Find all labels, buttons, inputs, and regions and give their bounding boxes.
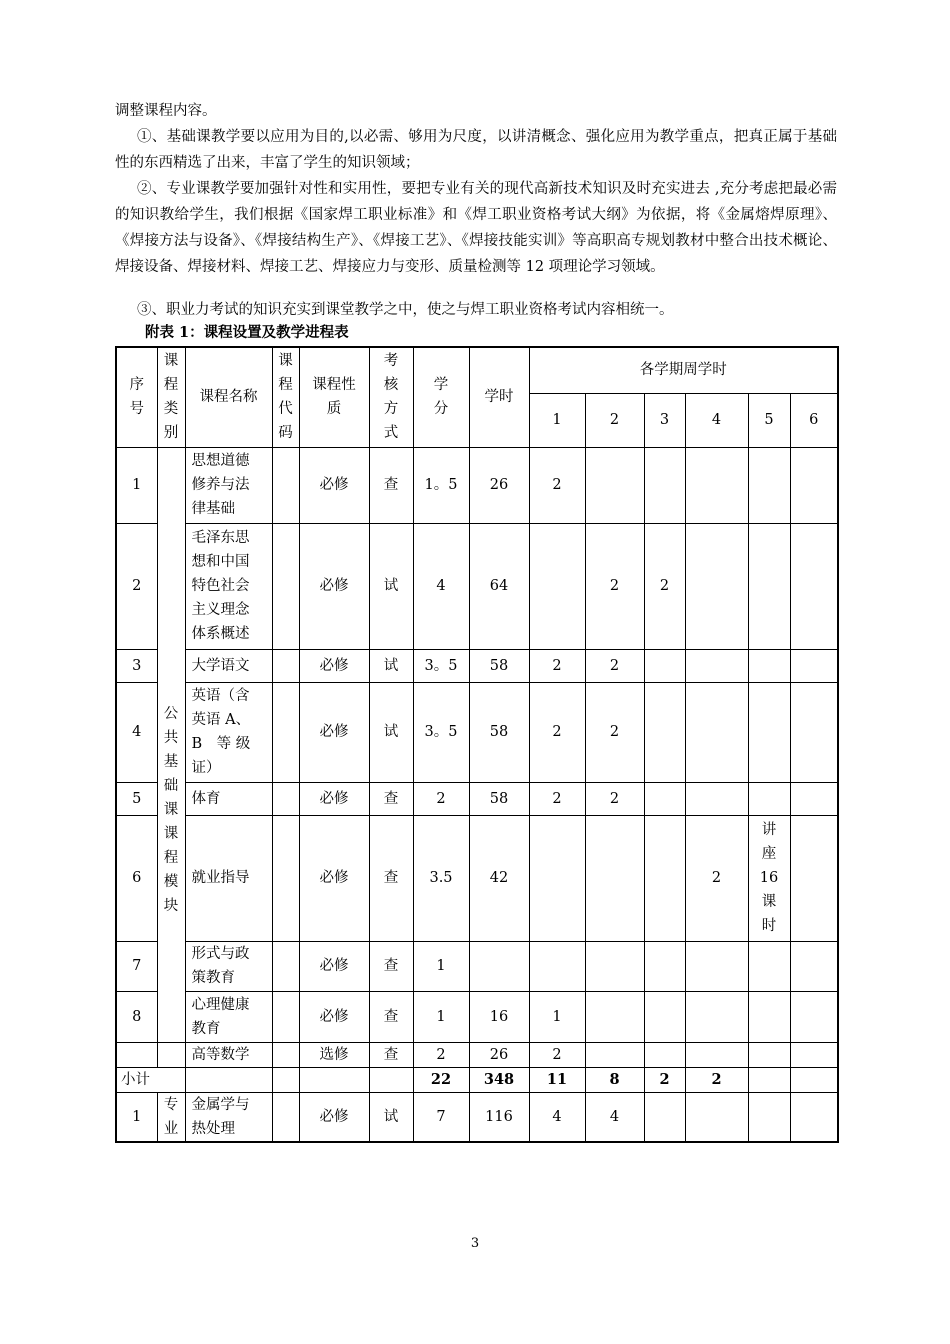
cell-t3 <box>644 682 685 782</box>
cell-t6 <box>790 523 838 649</box>
cell-t2 <box>585 815 644 941</box>
cell-t2: 2 <box>585 682 644 782</box>
cell-nature: 必修 <box>299 815 369 941</box>
table-row <box>116 1092 838 1142</box>
cell-t6 <box>790 941 838 991</box>
cell-t6 <box>790 1092 838 1142</box>
header-nature: 课程性 质 <box>299 347 369 447</box>
cell-seq <box>116 1042 157 1067</box>
header-exam: 考 核 方 式 <box>369 347 413 447</box>
cell-seq: 2 <box>116 523 157 649</box>
cell-exam: 查 <box>369 941 413 991</box>
cell-t3: 2 <box>644 523 685 649</box>
cell-t2: 2 <box>585 782 644 815</box>
cell-nature: 必修 <box>299 941 369 991</box>
cell-credit: 7 <box>413 1092 469 1142</box>
cell-code <box>272 991 299 1042</box>
cell-t2 <box>585 1042 644 1067</box>
cell-t6 <box>790 991 838 1042</box>
table-row <box>116 649 838 682</box>
table-row <box>116 941 838 991</box>
cell-code <box>272 1067 299 1092</box>
cell-exam: 查 <box>369 815 413 941</box>
cell-code <box>272 941 299 991</box>
cell-nature: 必修 <box>299 649 369 682</box>
cell-credit: 1。5 <box>413 447 469 523</box>
cell-t3 <box>644 649 685 682</box>
cell-hours <box>469 941 529 991</box>
cell-exam <box>369 1067 413 1092</box>
cell-hours: 42 <box>469 815 529 941</box>
cell-t2: 2 <box>585 649 644 682</box>
header-weekly: 各学期周学时 <box>529 347 838 393</box>
cell-t4 <box>685 1092 748 1142</box>
cell-exam: 试 <box>369 1092 413 1142</box>
page-number: 3 <box>470 1236 480 1251</box>
cell-hours: 58 <box>469 682 529 782</box>
header-seq: 序 号 <box>116 347 157 447</box>
cell-seq: 7 <box>116 941 157 991</box>
cell-code <box>272 815 299 941</box>
cell-credit: 3。5 <box>413 649 469 682</box>
category-public-basic: 公 共 基 础 课 课 程 模 块 <box>157 447 185 1042</box>
table-row <box>116 782 838 815</box>
cell-t1: 2 <box>529 682 585 782</box>
cell-t5 <box>748 941 790 991</box>
cell-t5 <box>748 782 790 815</box>
cell-t6 <box>790 682 838 782</box>
paragraph-intro: 调整课程内容。 <box>115 103 217 119</box>
header-hours: 学时 <box>469 347 529 447</box>
cell-seq: 6 <box>116 815 157 941</box>
cell-t6 <box>790 1042 838 1067</box>
cell-credit: 1 <box>413 991 469 1042</box>
cell-t4 <box>685 649 748 682</box>
cell-seq: 3 <box>116 649 157 682</box>
cell-t4 <box>685 1042 748 1067</box>
cell-hours: 26 <box>469 447 529 523</box>
cell-course-name: 心理健康 教育 <box>185 991 272 1042</box>
cell-credit: 2 <box>413 782 469 815</box>
cell-t1: 1 <box>529 991 585 1042</box>
cell-nature: 必修 <box>299 782 369 815</box>
cell-t4 <box>685 782 748 815</box>
cell-t1 <box>529 941 585 991</box>
cell-t4 <box>685 941 748 991</box>
cell-nature <box>299 1067 369 1092</box>
header-term-2: 2 <box>585 393 644 447</box>
subtotal-t6 <box>790 1067 838 1092</box>
cell-credit: 3。5 <box>413 682 469 782</box>
cell-seq: 1 <box>116 1092 157 1142</box>
header-term-4: 4 <box>685 393 748 447</box>
cell-t2 <box>585 991 644 1042</box>
paragraph-point-1: ①、基础课教学要以应用为目的,以必需、够用为尺度，以讲清概念、强化应用为教学重点，把真正属于基础性的东西精选了出来，丰富了学生的知识领域； <box>115 129 837 171</box>
header-term-1: 1 <box>529 393 585 447</box>
cell-course-name: 形式与政 策教育 <box>185 941 272 991</box>
cell-t5 <box>748 682 790 782</box>
cell-t6 <box>790 447 838 523</box>
subtotal-t1: 11 <box>529 1067 585 1092</box>
paragraph-point-3: ③、职业力考试的知识充实到课堂教学之中，使之与焊工职业资格考试内容相统一。 <box>137 302 674 318</box>
cell-hours: 64 <box>469 523 529 649</box>
subtotal-row <box>116 1067 838 1092</box>
cell-hours: 58 <box>469 649 529 682</box>
table-row <box>116 447 838 523</box>
cell-t1 <box>529 815 585 941</box>
cell-seq: 8 <box>116 991 157 1042</box>
header-term-3: 3 <box>644 393 685 447</box>
cell-t2: 4 <box>585 1092 644 1142</box>
subtotal-t5 <box>748 1067 790 1092</box>
header-row <box>116 347 838 393</box>
subtotal-label: 小计 <box>116 1067 185 1092</box>
table-row <box>116 991 838 1042</box>
cell-t1 <box>529 523 585 649</box>
header-name: 课程名称 <box>185 347 272 447</box>
cell-credit: 1 <box>413 941 469 991</box>
cell-t3 <box>644 1042 685 1067</box>
category-professional: 专 业 <box>157 1092 185 1142</box>
cell-t5 <box>748 1042 790 1067</box>
cell-course-name: 毛泽东思 想和中国 特色社会 主义理念 体系概述 <box>185 523 272 649</box>
cell-t6 <box>790 815 838 941</box>
table-row <box>116 523 838 649</box>
header-category: 课 程 类 别 <box>157 347 185 447</box>
cell-seq: 1 <box>116 447 157 523</box>
cell-t3 <box>644 447 685 523</box>
cell-credit: 3.5 <box>413 815 469 941</box>
paragraph-point-2: ②、专业课教学要加强针对性和实用性，要把专业有关的现代高新技术知识及时充实进去 ,充分考虑把最必需的知识教给学生，我们根据《国家焊工职业标准》和《焊工职业资格考试大纲》为依据，将《金属熔焊原理》、《焊接方法与设备》、《焊接结构生产》、《焊接工艺》、《焊接技能实训》等高职高专规划教材中整合出技术概论、焊接设备、焊接材料、焊接工艺、焊接应力与变形、质量检测等 12 项理论学习领域。 <box>115 181 837 275</box>
cell-nature: 选修 <box>299 1042 369 1067</box>
cell-seq: 4 <box>116 682 157 782</box>
cell-code <box>272 447 299 523</box>
cell-t4 <box>685 523 748 649</box>
cell-t1: 4 <box>529 1092 585 1142</box>
header-term-6: 6 <box>790 393 838 447</box>
cell-course-name: 体育 <box>185 782 272 815</box>
cell-seq: 5 <box>116 782 157 815</box>
cell-t5 <box>748 447 790 523</box>
table-caption: 附表 1：课程设置及教学进程表 <box>145 324 349 341</box>
cell-t5 <box>748 649 790 682</box>
subtotal-t3: 2 <box>644 1067 685 1092</box>
subtotal-t2: 8 <box>585 1067 644 1092</box>
cell-code <box>272 682 299 782</box>
cell-t1: 2 <box>529 649 585 682</box>
cell-exam: 试 <box>369 682 413 782</box>
cell-code <box>272 523 299 649</box>
cell-t5 <box>748 523 790 649</box>
cell-nature: 必修 <box>299 1092 369 1142</box>
cell-credit: 4 <box>413 523 469 649</box>
cell-t3 <box>644 815 685 941</box>
cell-t2: 2 <box>585 523 644 649</box>
cell-t4 <box>685 991 748 1042</box>
cell-t4: 2 <box>685 815 748 941</box>
cell-t5 <box>748 1092 790 1142</box>
cell-hours: 16 <box>469 991 529 1042</box>
cell-t3 <box>644 991 685 1042</box>
cell-exam: 查 <box>369 782 413 815</box>
cell-t2 <box>585 447 644 523</box>
subtotal-credit: 22 <box>413 1067 469 1092</box>
cell-t3 <box>644 941 685 991</box>
cell-course-name: 大学语文 <box>185 649 272 682</box>
cell-exam: 试 <box>369 523 413 649</box>
cell-t2 <box>585 941 644 991</box>
cell-t3 <box>644 782 685 815</box>
cell-nature: 必修 <box>299 447 369 523</box>
cell-course-name: 思想道德 修养与法 律基础 <box>185 447 272 523</box>
cell-t4 <box>685 447 748 523</box>
cell-exam: 查 <box>369 991 413 1042</box>
cell-t4 <box>685 682 748 782</box>
header-code: 课 程 代 码 <box>272 347 299 447</box>
cell-t6 <box>790 782 838 815</box>
cell-exam: 查 <box>369 447 413 523</box>
header-term-5: 5 <box>748 393 790 447</box>
cell-t3 <box>644 1092 685 1142</box>
subtotal-hours: 348 <box>469 1067 529 1092</box>
cell-t5-lecture-note: 讲 座 16 课 时 <box>748 815 790 941</box>
cell-exam: 查 <box>369 1042 413 1067</box>
course-schedule-table <box>115 346 839 1143</box>
table-row <box>116 1042 838 1067</box>
cell-category <box>157 1042 185 1067</box>
cell-code <box>272 1092 299 1142</box>
cell-t6 <box>790 649 838 682</box>
cell-t1: 2 <box>529 782 585 815</box>
subtotal-t4: 2 <box>685 1067 748 1092</box>
cell-hours: 26 <box>469 1042 529 1067</box>
cell-t1: 2 <box>529 1042 585 1067</box>
cell-course-name: 英语（含 英语 A、 B 等 级 证） <box>185 682 272 782</box>
table-row <box>116 815 838 941</box>
cell-t1: 2 <box>529 447 585 523</box>
cell-code <box>272 649 299 682</box>
cell-nature: 必修 <box>299 523 369 649</box>
cell-course-name <box>185 1067 272 1092</box>
cell-credit: 2 <box>413 1042 469 1067</box>
table-row <box>116 682 838 782</box>
cell-course-name: 就业指导 <box>185 815 272 941</box>
cell-course-name: 金属学与 热处理 <box>185 1092 272 1142</box>
header-credit: 学 分 <box>413 347 469 447</box>
cell-hours: 116 <box>469 1092 529 1142</box>
cell-t5 <box>748 991 790 1042</box>
cell-exam: 试 <box>369 649 413 682</box>
cell-code <box>272 782 299 815</box>
cell-code <box>272 1042 299 1067</box>
cell-nature: 必修 <box>299 991 369 1042</box>
cell-course-name: 高等数学 <box>185 1042 272 1067</box>
cell-hours: 58 <box>469 782 529 815</box>
cell-nature: 必修 <box>299 682 369 782</box>
